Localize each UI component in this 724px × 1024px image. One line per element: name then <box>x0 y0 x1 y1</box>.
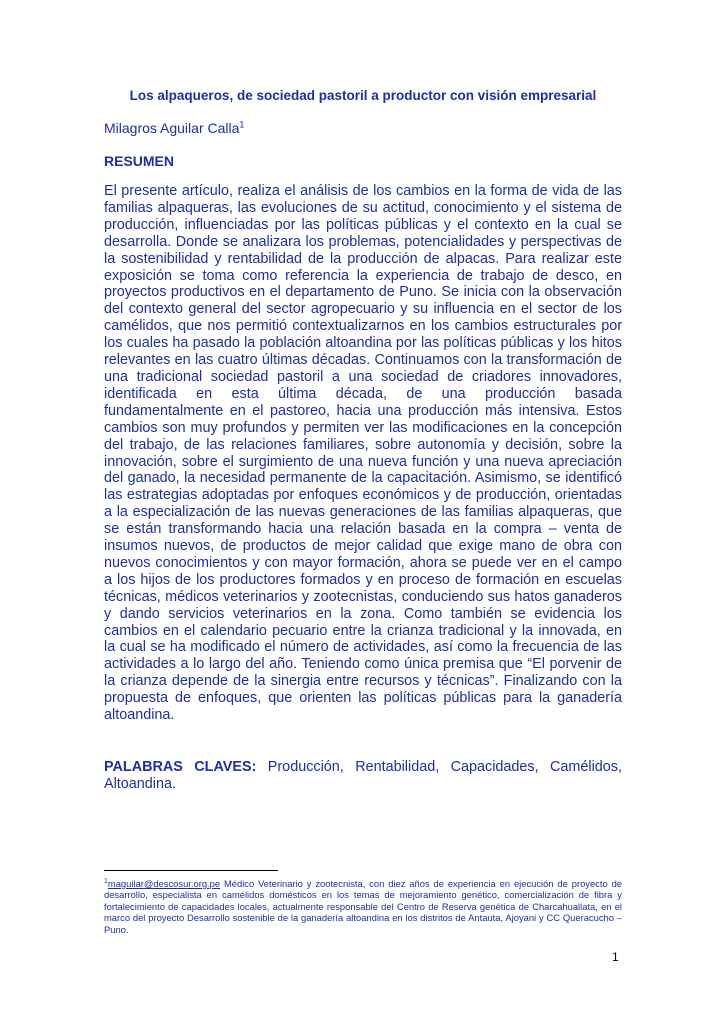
footnote-divider <box>104 870 278 871</box>
author-footnote-marker[interactable]: 1 <box>239 119 245 130</box>
author-line <box>104 120 244 136</box>
abstract-heading: RESUMEN <box>104 153 175 169</box>
footnote <box>104 878 622 935</box>
keywords-label: PALABRAS CLAVES: <box>104 759 257 775</box>
abstract-body: El presente artículo, realiza el análisis de los cambios en la forma de vida de las familias alpaqueras, las evoluciones de su actitud, conocimiento y el sistema de producción, influenciadas por las políticas públicas y el contexto en la cual se desarrolla. Donde se analizara los problemas, potencialidades y perspectivas de la sostenibilidad y rentabilidad de la producción de alpacas. Para realizar este exposición se toma como referencia la experiencia de trabajo de desco, en proyectos productivos en el departamento de Puno. Se inicia con la observación del contexto general del sector agropecuario y su influencia en el sector de los camélidos, que nos permitió contextualizarnos en los cambios estructurales por los cuales ha pasado la población altoandina por las políticas públicas y los hitos relevantes en las cuatro últimas décadas. Continuamos con la transformación de una tradicional sociedad pastoril a una sociedad de criadores innovadores, identificada en esta última década, de una producción basada fundamentalmente en el pastoreo, hacia una producción más intensiva. Estos cambios son muy profundos y permiten ver las modificaciones en la concepción del trabajo, de las relaciones familiares, sobre autonomía y decisión, sobre la innovación, sobre el surgimiento de una nueva función y una nueva apreciación del ganado, la necesidad permanente de la capacitación. Asimismo, se identificó las estrategias adoptadas por enfoques económicos y de producción, orientadas a la especialización de las nuevas generaciones de las familias alpaqueras, que se están transformando hacia una relación basada en la compra – venta de insumos nuevos, de productos de mejor calidad que exige mano de obra con nuevos conocimientos y con mayor formación, ahora se puede ver en el campo a los hijos de los productores formados y en proceso de formación en escuelas técnicas, médicos veterinarios y zootecnistas, conduciendo sus hatos ganaderos y dando servicios veterinarios en la zona. Como también se evidencia los cambios en el calendario pecuario entre la crianza tradicional y la innovada, en la cual se ha modificado el número de actividades, así como la frecuencia de las actividades a lo largo del año. Teniendo como única premisa que “El porvenir de la crianza depende de la sinergia entre recursos y técnicas”. Finalizando con la propuesta de enfoques, que orienten las políticas públicas para la ganadería altoandina. <box>104 183 622 724</box>
footnote-marker: 1 <box>104 877 108 885</box>
keywords-list: Producción, Rentabilidad, Capacidades, Camélidos, Altoandina. <box>104 759 622 792</box>
footnote-text: Médico Veterinario y zootecnista, con diez años de experiencia en ejecución de proyecto de desarrollo, especialista en camélidos domésticos en los temas de mejoramiento genético, comercialización de fibra y fortalecimiento de capacidades locales, actualmente responsable del Centro de Reserva genética de Charcahuallata, en el marco del proyecto Desarrollo sostenible de la ganadería altoandina en los distritos de Antauta, Ajoyani y CC Queracucho – Puno. <box>104 878 622 935</box>
paper-title: Los alpaqueros, de sociedad pastoril a productor con visión empresarial <box>129 88 597 103</box>
keywords-paragraph <box>104 759 622 793</box>
page-number: 1 <box>612 950 619 964</box>
author-email-link[interactable]: maguilar@descosur.org.pe <box>107 878 221 889</box>
author-name: Milagros Aguilar Calla <box>104 120 240 136</box>
